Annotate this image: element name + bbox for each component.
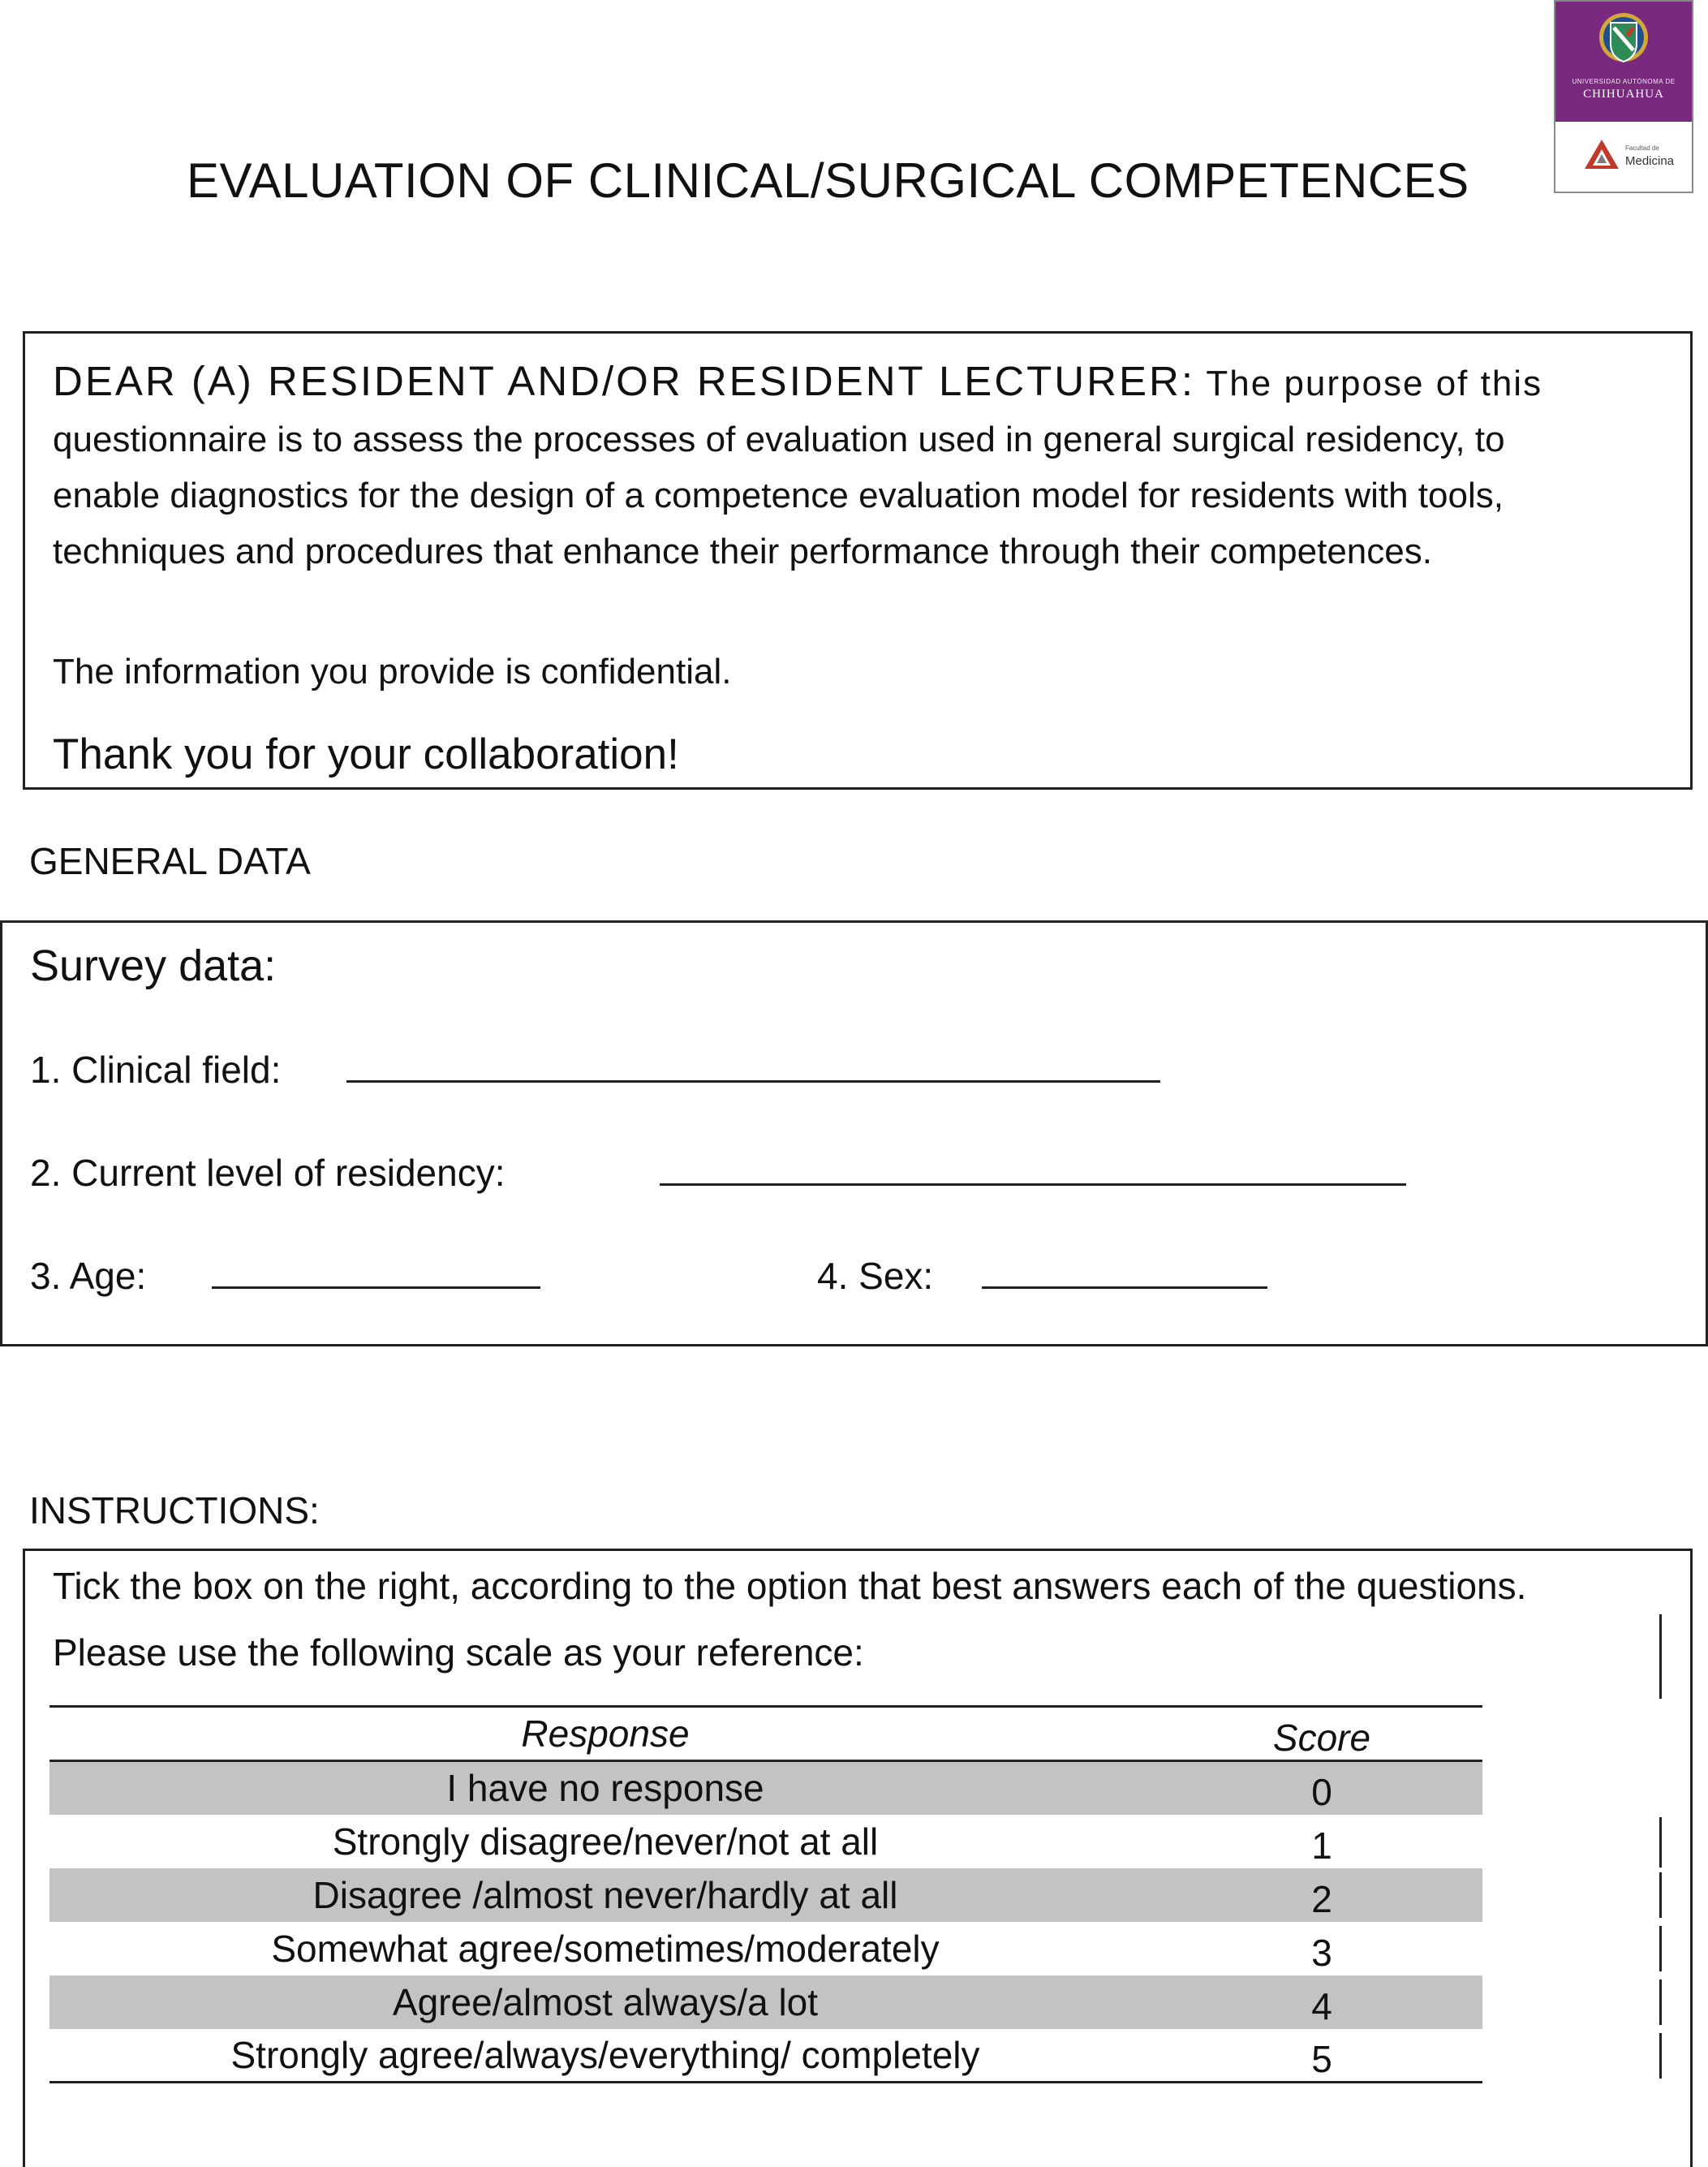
intro-line-1: [53, 353, 1676, 411]
tick-box-edge: [1659, 1980, 1662, 2025]
faculty-triangle-icon: [1583, 138, 1620, 170]
instructions-line-1: Tick the box on the right, according to the option that best answers each of the questions.: [53, 1565, 1527, 1607]
score-cell: 4: [1161, 1975, 1482, 2029]
tick-box-edge: [1659, 2033, 1662, 2079]
response-cell: I have no response: [49, 1761, 1161, 1815]
shield-icon: [1598, 8, 1650, 70]
intro-box: [23, 331, 1693, 790]
response-cell: Strongly agree/always/everything/ completely: [49, 2029, 1161, 2083]
logo-faculty-name: Medicina: [1625, 154, 1675, 168]
table-row: [49, 1975, 1482, 2029]
general-data-label: GENERAL DATA: [29, 840, 311, 882]
response-cell: Disagree /almost never/hardly at all: [49, 1868, 1161, 1922]
intro-line-2: questionnaire is to assess the processes of evaluation used in general surgical residency, to: [53, 420, 1505, 459]
logo-purple-band: [1555, 2, 1692, 122]
university-logo: [1554, 0, 1693, 193]
logo-faculty-band: [1555, 123, 1692, 192]
survey-title: Survey data:: [30, 941, 277, 990]
table-header-row: [49, 1707, 1482, 1761]
table-row: [49, 1868, 1482, 1922]
residency-level-blank[interactable]: [660, 1183, 1406, 1186]
age-blank[interactable]: [212, 1286, 540, 1289]
score-cell: 2: [1161, 1868, 1482, 1922]
response-cell: Somewhat agree/sometimes/moderately: [271, 1927, 940, 1970]
clinical-field-label: 1. Clinical field:: [30, 1049, 282, 1091]
tick-box-edge: [1659, 1872, 1662, 1918]
sex-label: 4. Sex:: [817, 1255, 934, 1297]
response-cell: Strongly disagree/never/not at all: [332, 1820, 879, 1863]
clinical-field-blank[interactable]: [346, 1080, 1160, 1083]
table-row: [49, 1922, 1482, 1975]
logo-university-name: CHIHUAHUA: [1583, 88, 1664, 101]
table-row: [49, 1815, 1482, 1868]
sex-blank[interactable]: [982, 1286, 1267, 1289]
tick-box-edge: [1659, 1817, 1662, 1868]
score-cell: 0: [1161, 1761, 1482, 1815]
intro-line-3: enable diagnostics for the design of a competence evaluation model for residents with tools,: [53, 476, 1504, 515]
thanks-note: Thank you for your collaboration!: [53, 730, 679, 778]
logo-university-small: UNIVERSIDAD AUTÓNOMA DE: [1572, 78, 1676, 85]
confidential-note: The information you provide is confidential.: [53, 652, 732, 691]
instructions-line-2: Please use the following scale as your reference:: [53, 1631, 864, 1674]
logo-faculty-small: Facultad de: [1625, 144, 1659, 152]
page-title: EVALUATION OF CLINICAL/SURGICAL COMPETENCES: [187, 153, 1469, 208]
survey-box: [0, 920, 1708, 1346]
intro-purpose-lead: The purpose of this: [1194, 364, 1543, 403]
tick-box-edge: [1659, 1614, 1662, 1699]
score-cell: 3: [1311, 1931, 1332, 1974]
response-cell: Agree/almost always/a lot: [49, 1975, 1161, 2029]
response-scale-table: [49, 1705, 1482, 2083]
intro-paragraph: [53, 353, 1676, 579]
residency-level-label: 2. Current level of residency:: [30, 1152, 506, 1194]
tick-box-edge: [1659, 1926, 1662, 1971]
table-row: [49, 1761, 1482, 1815]
score-cell: 1: [1311, 1824, 1332, 1867]
table-row: [49, 2029, 1482, 2083]
age-label: 3. Age:: [30, 1255, 147, 1297]
intro-line-4: techniques and procedures that enhance their performance through their competences.: [53, 532, 1432, 571]
response-header: Response: [49, 1707, 1161, 1761]
intro-salutation: DEAR (A) RESIDENT AND/OR RESIDENT LECTURER:: [53, 358, 1195, 404]
score-cell: 5: [1161, 2029, 1482, 2083]
instructions-label: INSTRUCTIONS:: [29, 1489, 320, 1532]
instructions-box: [23, 1549, 1693, 2167]
score-header: Score: [1161, 1707, 1482, 1761]
